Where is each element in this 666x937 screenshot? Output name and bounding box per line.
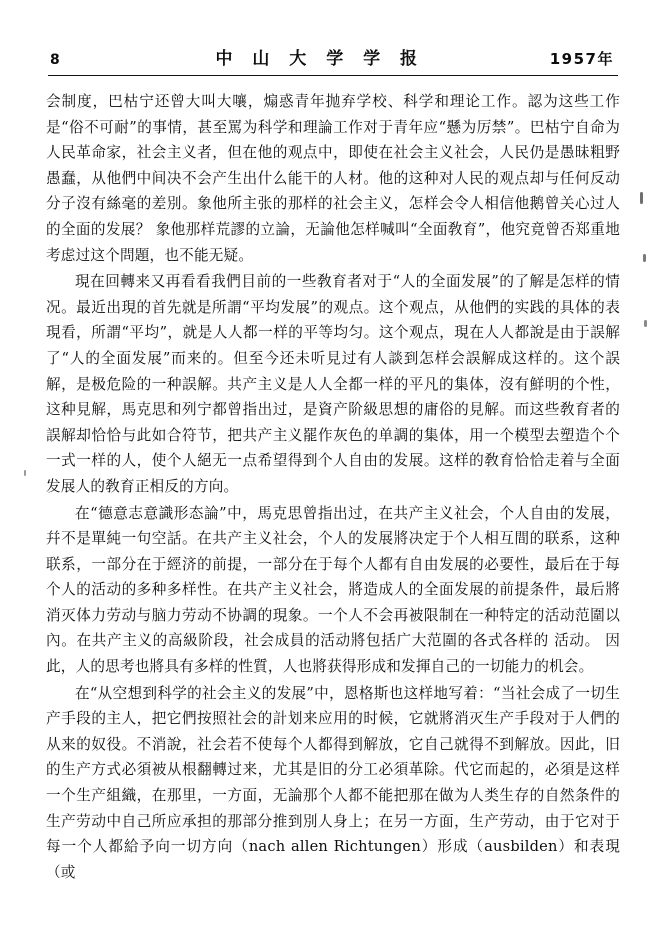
scan-artifact-speck <box>643 254 646 262</box>
paragraph-4: 在“从空想到科学的社会主义的发展”中，恩格斯也这样地写着：“当社会成了一切生产手段的主人，把它們按照社会的計划来应用的时候，它就將消灭生产手段对于人們的从来的奴役。不消說，社会若不使每个人都得到解放，它自己就得不到解放。因此，旧的生产方式必須被从根翻轉过来，尤其是旧的分工必須革除。代它而起的，必須是这样一个生产組織，在那里，一方面，无論那个人都不能把那在做为人类生存的自然条件的生产劳动中自己所应承担的那部分推到別人身上；在另一方面，生产劳动，由于它对于每一个人都給予向一切方向（nach allen Richtungen）形成（ausbilden）和表現（或 <box>46 684 620 881</box>
journal-title: 中 山 大 学 学 报 <box>215 49 425 69</box>
page-number: 8 <box>50 52 60 68</box>
running-head <box>46 44 620 70</box>
paragraph-1: 会制度，巴枯宁还曾大叫大嚷，煽惑青年抛弃学校、科学和理论工作。認为这些工作是“俗不可耐”的事情，甚至罵为科学和理論工作对于青年应“懸为厉禁”。巴枯宁自命为人民革命家，社会主义者，但在他的观点中，即使在社会主义社会，人民仍是愚昧粗野愚蠢，从他們中间决不会产生出什么能干的人材。他的这种对人民的观点却与任何反动分子沒有絲毫的差別。象他所主张的那样的社会主义，怎样会令人相信他鹅曾关心过人的全面的发展？ 象他那样荒謬的立論，无論他怎样喊叫“全面敎育”，他究竟曾否郑重地考虑过这个問題，也不能无疑。 <box>46 93 620 264</box>
scan-artifact-speck <box>24 470 26 476</box>
issue-year: 1957年 <box>549 50 614 68</box>
scan-artifact-speck <box>640 192 643 204</box>
paragraph-3: 在“德意志意識形态論”中，馬克思曾指出过，在共产主义社会，个人自由的发展，幷不是單純一句空話。在共产主义社会，个人的发展將决定于个人相互間的联系，这种联系，一部分在于經济的前提，一部分在于每个人都有自由发展的必要性，最后在于每个人的活动的多种多样性。在共产主义社会，將造成人的全面发展的前提条件，最后將消灭体力劳动与脑力劳动不协調的現象。一个人不会再被限制在一种特定的活动范圍以內。在共产主义的高級阶段，社会成員的活动將包括广大范圍的各式各样的 活动。 因此，人的思考也將具有多样的性質，人也將获得形成和发揮自己的一切能力的机会。 <box>46 504 620 676</box>
article-body <box>46 89 620 885</box>
header-divider <box>48 75 618 76</box>
paragraph-2: 現在回轉来又再看看我們目前的一些敎育者对于“人的全面发展”的了解是怎样的情况。最近出現的首先就是所謂“平均发展”的观点。这个观点，从他們的实践的具体的表現看，所謂“平均”，就是人人都一样的平等均匀。这个观点，現在人人都說是由于誤解了“人的全面发展”而来的。但至今还未听見过有人談到怎样会誤解成这样的。这个誤解，是极危险的一种誤解。共产主义是人人全都一样的平凡的集体，沒有鮮明的个性，这种見解，馬克思和列宁都曾指出过，是資产阶級思想的庸俗的見解。而这些敎育者的誤解却恰恰与此如合符节，把共产主义罷作灰色的单調的集体，用一个模型去塑造个个一式一样的人，使个人絕无一点希望得到个人自由的发展。这样的敎育恰恰走着与全面发展人的敎育正相反的方向。 <box>46 273 620 495</box>
scan-artifact-speck <box>644 320 647 327</box>
